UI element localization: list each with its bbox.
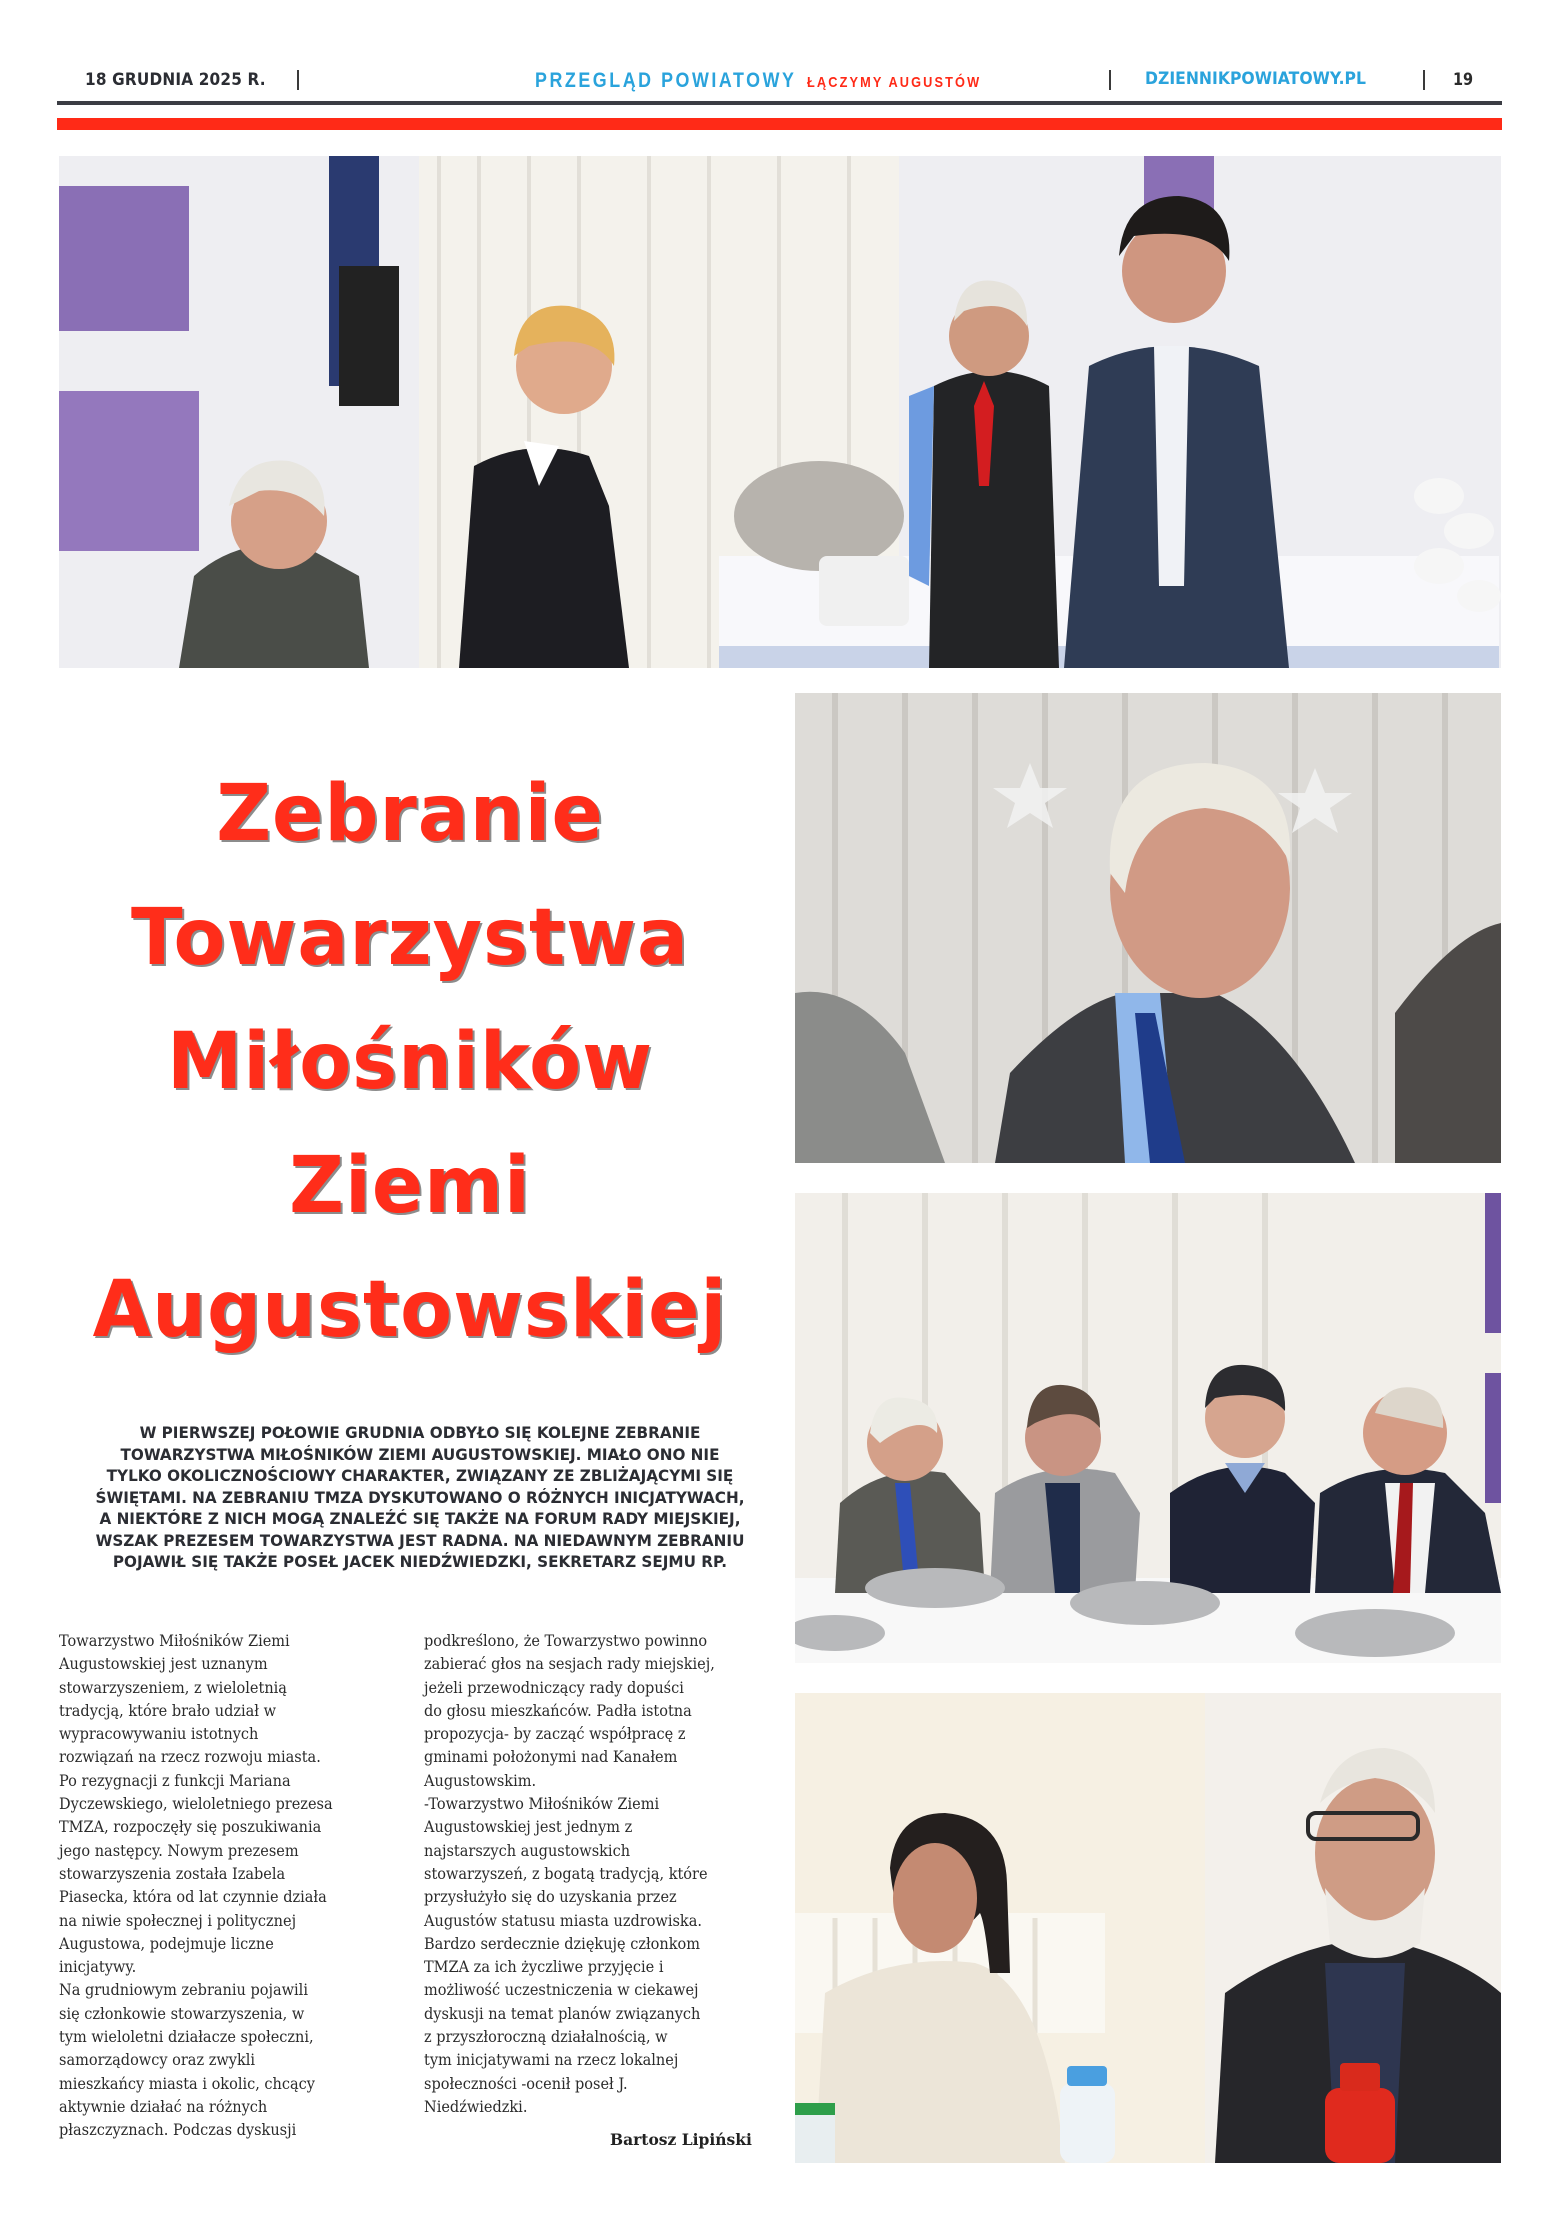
lead-line: W PIERWSZEJ POŁOWIE GRUDNIA ODBYŁO SIĘ KOLEJNE ZEBRANIE <box>139 1423 701 1442</box>
lead-line: WSZAK PREZESEM TOWARZYSTWA JEST RADNA. NA NIEDAWNYM ZEBRANIU <box>95 1530 745 1550</box>
headline-line: Augustowskiej <box>92 1265 728 1355</box>
lead-line: A NIEKTÓRE Z NICH MOGĄ ZNALEŹĆ SIĘ TAKŻE NA FORUM RADY MIEJSKIEJ, <box>99 1509 741 1528</box>
body-line: społeczności -ocenił poseł J. <box>424 2074 628 2093</box>
body-line: TMZA za ich życzliwe przyjęcie i <box>424 1958 664 1977</box>
body-line: -Towarzystwo Miłośników Ziemi <box>424 1795 660 1814</box>
body-line: na niwie społecznej i politycznej <box>59 1911 297 1930</box>
lead-line: TYLKO OKOLICZNOŚCIOWY CHARAKTER, ZWIĄZANY ZE ZBLIŻAJĄCYMI SIĘ <box>106 1466 734 1485</box>
author-byline: Bartosz Lipiński <box>610 2130 752 2149</box>
body-line: przysłużyło się do uzyskania przez <box>424 1888 677 1907</box>
body-line: stowarzyszenia została Izabela <box>59 1864 286 1883</box>
header-divider <box>1423 70 1425 90</box>
article-lead <box>70 1422 770 1573</box>
headline-line: Miłośników <box>166 1017 653 1107</box>
body-line: Niedźwiedzki. <box>424 2097 528 2116</box>
headline-line: Towarzystwa <box>131 893 689 983</box>
body-column-2 <box>424 1630 779 2119</box>
body-line: stowarzyszeniem, z wieloletnią <box>59 1678 287 1697</box>
body-line: aktywnie działać na różnych <box>59 2097 268 2116</box>
article-headline <box>60 752 760 1372</box>
photo-top-group <box>59 156 1501 668</box>
accent-bar <box>57 118 1502 130</box>
body-line: Augustowskiej jest uznanym <box>59 1655 268 1674</box>
body-line: mieszkańcy miasta i okolic, chcący <box>59 2074 315 2093</box>
body-line: TMZA, rozpoczęły się poszukiwania <box>59 1818 322 1837</box>
body-line: dyskusji na temat planów związanych <box>424 2004 701 2023</box>
brand-tagline: ŁĄCZYMY AUGUSTÓW <box>807 74 982 91</box>
body-line: możliwość uczestniczenia w ciekawej <box>424 1981 699 2000</box>
body-line: Dyczewskiego, wieloletniego prezesa <box>59 1795 333 1814</box>
body-line: jego następcy. Nowym prezesem <box>59 1841 299 1860</box>
body-line: gminami położonymi nad Kanałem <box>424 1748 678 1767</box>
brand-name: PRZEGLĄD POWIATOWY <box>535 69 797 92</box>
body-line: do głosu mieszkańców. Padła istotna <box>424 1701 692 1720</box>
page-number: 19 <box>1453 70 1474 90</box>
body-line: tradycją, które brało udział w <box>59 1701 277 1720</box>
page-header <box>57 62 1502 98</box>
body-line: Piasecka, która od lat czynnie działa <box>59 1888 327 1907</box>
body-line: zabierać głos na sesjach rady miejskiej, <box>424 1655 715 1674</box>
header-rule <box>57 101 1502 105</box>
body-line: się członkowie stowarzyszenia, w <box>59 2004 305 2023</box>
body-column-1 <box>59 1630 414 2143</box>
body-line: Augustów statusu miasta uzdrowiska. <box>424 1911 702 1930</box>
body-line: tym wieloletni działacze społeczni, <box>59 2028 314 2047</box>
body-line: Towarzystwo Miłośników Ziemi <box>59 1632 290 1650</box>
body-line: samorządowcy oraz zwykli <box>59 2051 256 2070</box>
lead-line: POJAWIŁ SIĘ TAKŻE POSEŁ JACEK NIEDŹWIEDZKI, SEKRETARZ SEJMU RP. <box>112 1552 728 1571</box>
masthead <box>535 69 1012 93</box>
header-divider <box>1109 70 1111 90</box>
headline-line: Ziemi <box>289 1141 531 1231</box>
headline-line: Zebranie <box>216 769 604 859</box>
body-line: najstarszych augustowskich <box>424 1841 631 1860</box>
photo-older-man-portrait <box>795 693 1501 1163</box>
header-divider <box>297 70 299 90</box>
body-line: tym inicjatywami na rzecz lokalnej <box>424 2051 679 2070</box>
body-line: Augustowskiej jest jednym z <box>424 1818 633 1837</box>
photo-men-at-table <box>795 1193 1501 1663</box>
issue-date: 18 GRUDNIA 2025 R. <box>85 70 266 90</box>
body-line: stowarzyszeń, z bogatą tradycją, które <box>424 1864 708 1883</box>
body-line: propozycja- by zacząć współpracę z <box>424 1725 686 1744</box>
body-line: wypracowywaniu istotnych <box>59 1725 259 1744</box>
photo-woman-and-bearded-man <box>795 1693 1501 2163</box>
body-line: płaszczyznach. Podczas dyskusji <box>59 2121 297 2140</box>
body-line: inicjatywy. <box>59 1958 137 1977</box>
body-line: z przyszłoroczną działalnością, w <box>424 2028 668 2047</box>
body-line: Bardzo serdecznie dziękuję członkom <box>424 1934 701 1953</box>
body-line: jeżeli przewodniczący rady dopuści <box>424 1678 684 1697</box>
body-line: podkreślono, że Towarzystwo powinno <box>424 1632 708 1650</box>
lead-line: TOWARZYSTWA MIŁOŚNIKÓW ZIEMI AUGUSTOWSKIEJ. MIAŁO ONO NIE <box>120 1444 720 1464</box>
body-line: Augustowa, podejmuje liczne <box>59 1934 274 1953</box>
body-line: rozwiązań na rzecz rozwoju miasta. <box>59 1748 321 1767</box>
body-line: Po rezygnacji z funkcji Mariana <box>59 1771 291 1790</box>
body-line: Augustowskim. <box>424 1771 537 1790</box>
lead-line: ŚWIĘTAMI. NA ZEBRANIU TMZA DYSKUTOWANO O RÓŻNYCH INICJATYWACH, <box>95 1487 745 1507</box>
website-link[interactable]: DZIENNIKPOWIATOWY.PL <box>1145 69 1366 89</box>
body-line: Na grudniowym zebraniu pojawili <box>59 1981 308 2000</box>
